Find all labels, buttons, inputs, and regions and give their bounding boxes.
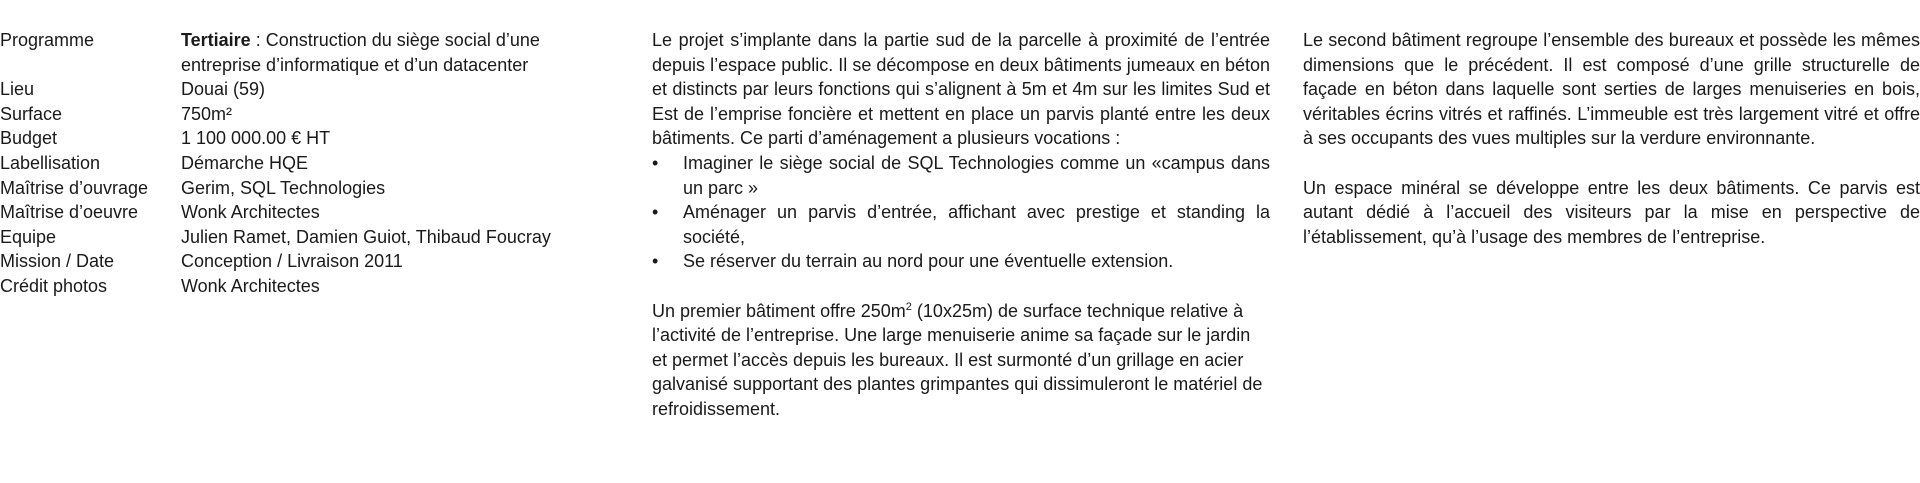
list-item-text: Se réserver du terrain au nord pour une éventuelle extension. (683, 251, 1174, 272)
info-row-maitrise-ouvrage (0, 176, 590, 201)
programme-value (181, 28, 590, 77)
mineral-space-paragraph: Un espace minéral se développe entre les deux bâtiments. Ce parvis est autant dédié à l’accueil des visiteurs par la mise en perspective de l’établissement, qu’à l’usage des membres de l’entreprise. (1303, 177, 1920, 247)
info-label: Programme (0, 30, 95, 50)
office-building-paragraph: Le second bâtiment regroupe l’ensemble des bureaux et possède les mêmes dimensions que le précédent. Il est composé d’une grille structurelle de façade en béton dans laquelle sont serties de larges menuiseries en bois, véritables écrins vitrés et raffinés. L’immeuble est très largement vitré et offre à ses occupants des vues multiples sur la verdure environnante. (1303, 30, 1920, 149)
superscript: 2 (905, 300, 912, 313)
description-column-right (1303, 28, 1920, 249)
info-value: Julien Ramet, Damien Guiot, Thibaud Foucray (181, 226, 551, 247)
technical-building-paragraph (652, 299, 1270, 422)
info-row-labellisation (0, 151, 590, 176)
info-label: Lieu (0, 79, 35, 100)
info-value: 750m² (181, 103, 233, 124)
programme-description: : Construction du siège social d’une entreprise d’informatique et d’un datacenter (181, 30, 540, 75)
project-info-table (0, 28, 590, 299)
info-label: Labellisation (0, 152, 101, 173)
info-row-mission-date (0, 249, 590, 274)
info-value: Conception / Livraison 2011 (181, 251, 403, 272)
paragraph-text: (10x25m) de surface technique relative à l’activité de l’entreprise. Une large menuiserie anime sa façade sur le jardin et permet l’accès depuis les bureaux. Il est surmonté d’un grillage en acier galvanisé supportant des plantes grimpantes qui dissimuleront le matériel de refroidissement. (652, 300, 1263, 419)
list-item (652, 200, 1270, 249)
info-value: Démarche HQE (181, 152, 309, 173)
info-row-maitrise-oeuvre (0, 200, 590, 225)
list-item (652, 249, 1270, 274)
info-label: Crédit photos (0, 275, 108, 296)
info-row-budget (0, 126, 590, 151)
info-label: Maîtrise d’ouvrage (0, 177, 149, 198)
info-label: Mission / Date (0, 251, 115, 272)
info-value: Gerim, SQL Technologies (181, 177, 386, 198)
description-column-middle (652, 28, 1270, 422)
list-item (652, 151, 1270, 200)
list-item-text: Aménager un parvis d’entrée, affichant avec prestige et standing la société, (683, 202, 1270, 247)
info-label: Surface (0, 103, 63, 124)
info-value: Douai (59) (181, 79, 266, 100)
vocations-list (652, 151, 1270, 274)
bullet-icon: • (652, 251, 659, 272)
info-row-lieu (0, 77, 590, 102)
bullet-icon: • (652, 202, 659, 223)
intro-paragraph: Le projet s’implante dans la partie sud de la parcelle à proximité de l’entrée depuis l’espace public. Il se décompose en deux bâtiments jumeaux en béton et distincts par leurs fonctions qui s’alignent à 5m et 4m sur les limites Sud et Est de l’emprise foncière et mettent en place un parvis planté entre les deux bâtiments. Ce parti d’aménagement a plusieurs vocations : (652, 30, 1270, 149)
info-row-equipe (0, 225, 590, 250)
info-label: Equipe (0, 226, 57, 247)
info-value: Wonk Architectes (181, 275, 320, 296)
paragraph-text: Un premier bâtiment offre 250m (652, 300, 906, 321)
bullet-icon: • (652, 152, 659, 173)
info-value: Wonk Architectes (181, 202, 320, 223)
info-row-surface (0, 102, 590, 127)
list-item-text: Imaginer le siège social de SQL Technologies comme un «campus dans un parc » (683, 152, 1270, 198)
info-row-programme (0, 28, 590, 77)
info-label: Maîtrise d’oeuvre (0, 202, 139, 223)
info-value: 1 100 000.00 € HT (181, 128, 331, 149)
info-row-credit-photos (0, 274, 590, 299)
programme-type: Tertiaire (181, 30, 251, 50)
info-label: Budget (0, 128, 58, 149)
